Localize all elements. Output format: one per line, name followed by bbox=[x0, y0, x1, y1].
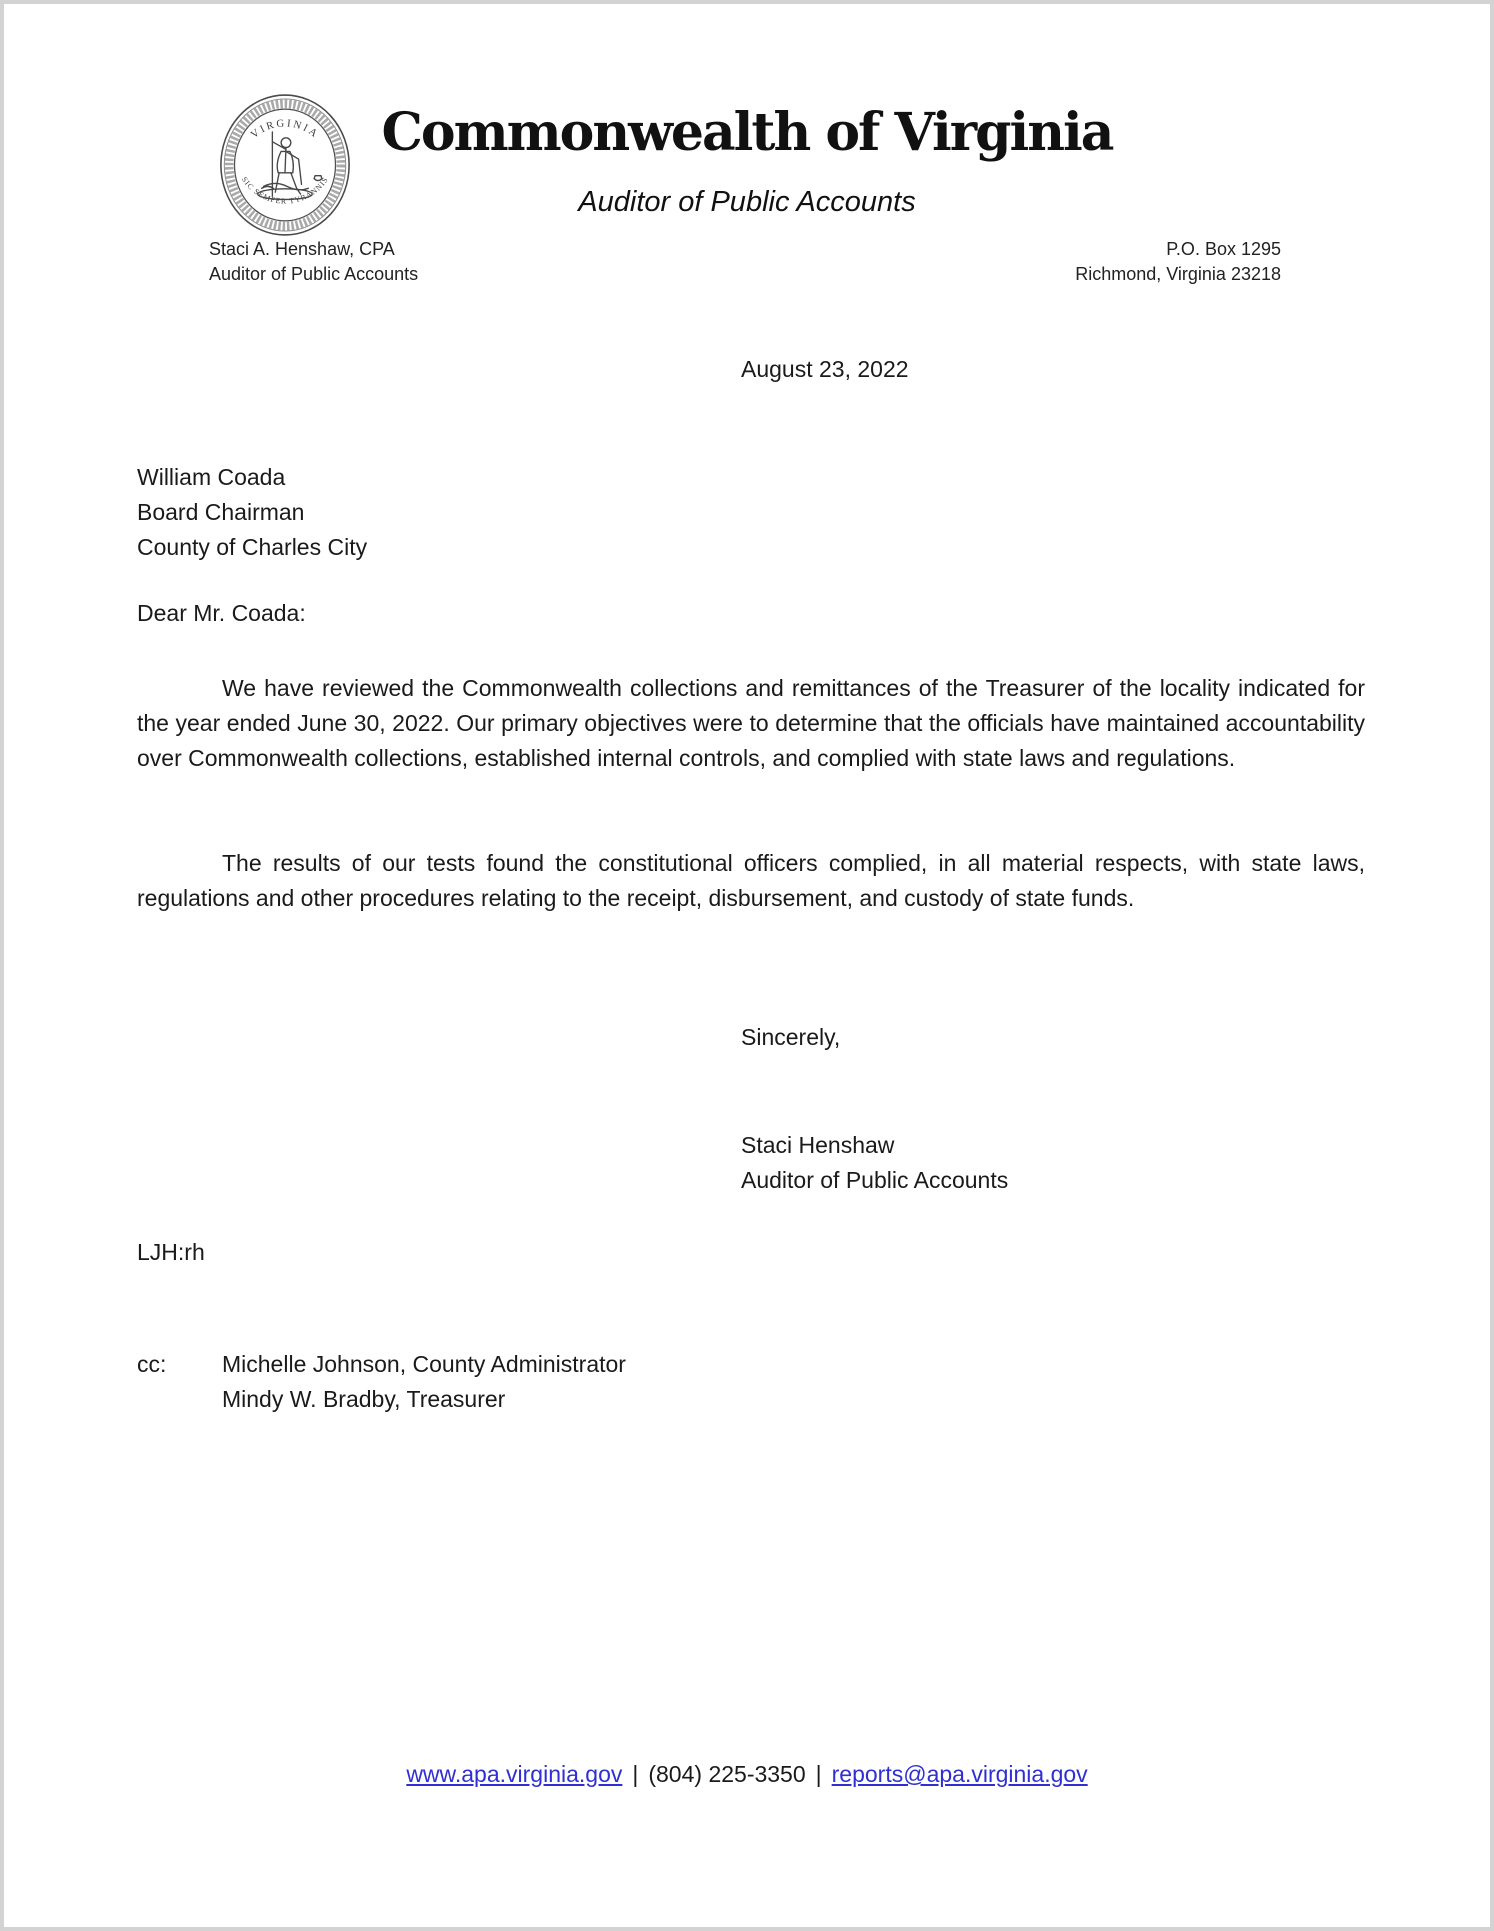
salutation: Dear Mr. Coada: bbox=[137, 600, 306, 626]
reference-initials: LJH:rh bbox=[137, 1239, 205, 1265]
org-subtitle: Auditor of Public Accounts bbox=[578, 186, 916, 218]
signature-block bbox=[741, 1128, 1008, 1198]
closing: Sincerely, bbox=[741, 1024, 841, 1050]
address-line-2: Richmond, Virginia 23218 bbox=[1075, 264, 1281, 284]
signature-name: Staci Henshaw bbox=[741, 1132, 895, 1158]
letter-date: August 23, 2022 bbox=[741, 356, 909, 382]
cc-label: cc: bbox=[137, 1351, 167, 1377]
address-block bbox=[1075, 237, 1281, 287]
body-paragraph-2: The results of our tests found the constitutional officers complied, in all material respects, with state laws, regulations and other procedures relating to the receipt, disbursement, and custody of state funds. bbox=[137, 850, 1365, 911]
signature-title: Auditor of Public Accounts bbox=[741, 1167, 1009, 1193]
footer-separator-1: | bbox=[632, 1761, 639, 1787]
website-link[interactable]: www.apa.virginia.gov bbox=[406, 1761, 623, 1787]
org-title: Commonwealth of Virginia bbox=[381, 102, 1113, 163]
recipient-title: Board Chairman bbox=[137, 499, 305, 525]
cc-block bbox=[137, 1347, 626, 1417]
body-paragraph-1: We have reviewed the Commonwealth collections and remittances of the Treasurer of the locality indicated for the year ended June 30, 2022. Our primary objectives were to determine that the officials have maintained accountability over Commonwealth collections, established internal controls, and complied with state laws and regulations. bbox=[137, 675, 1365, 771]
recipient-name: William Coada bbox=[137, 464, 286, 490]
address-line-1: P.O. Box 1295 bbox=[1166, 239, 1281, 259]
seal-top-text: VIRGINIA bbox=[248, 117, 322, 142]
official-block bbox=[209, 237, 418, 287]
official-title: Auditor of Public Accounts bbox=[209, 264, 419, 284]
cc-name-2: Mindy W. Bradby, Treasurer bbox=[222, 1386, 506, 1412]
footer-separator-2: | bbox=[815, 1761, 822, 1787]
cc-name-1: Michelle Johnson, County Administrator bbox=[222, 1351, 626, 1377]
phone-number: (804) 225-3350 bbox=[648, 1761, 806, 1787]
footer-contact-line bbox=[4, 1761, 1490, 1788]
recipient-block bbox=[137, 460, 367, 565]
cc-names bbox=[222, 1347, 626, 1417]
email-link[interactable]: reports@apa.virginia.gov bbox=[831, 1761, 1088, 1787]
official-name: Staci A. Henshaw, CPA bbox=[209, 239, 395, 259]
seal-bottom-text: SIC SEMPER TYRANNIS bbox=[239, 175, 331, 206]
recipient-locality: County of Charles City bbox=[137, 534, 368, 560]
